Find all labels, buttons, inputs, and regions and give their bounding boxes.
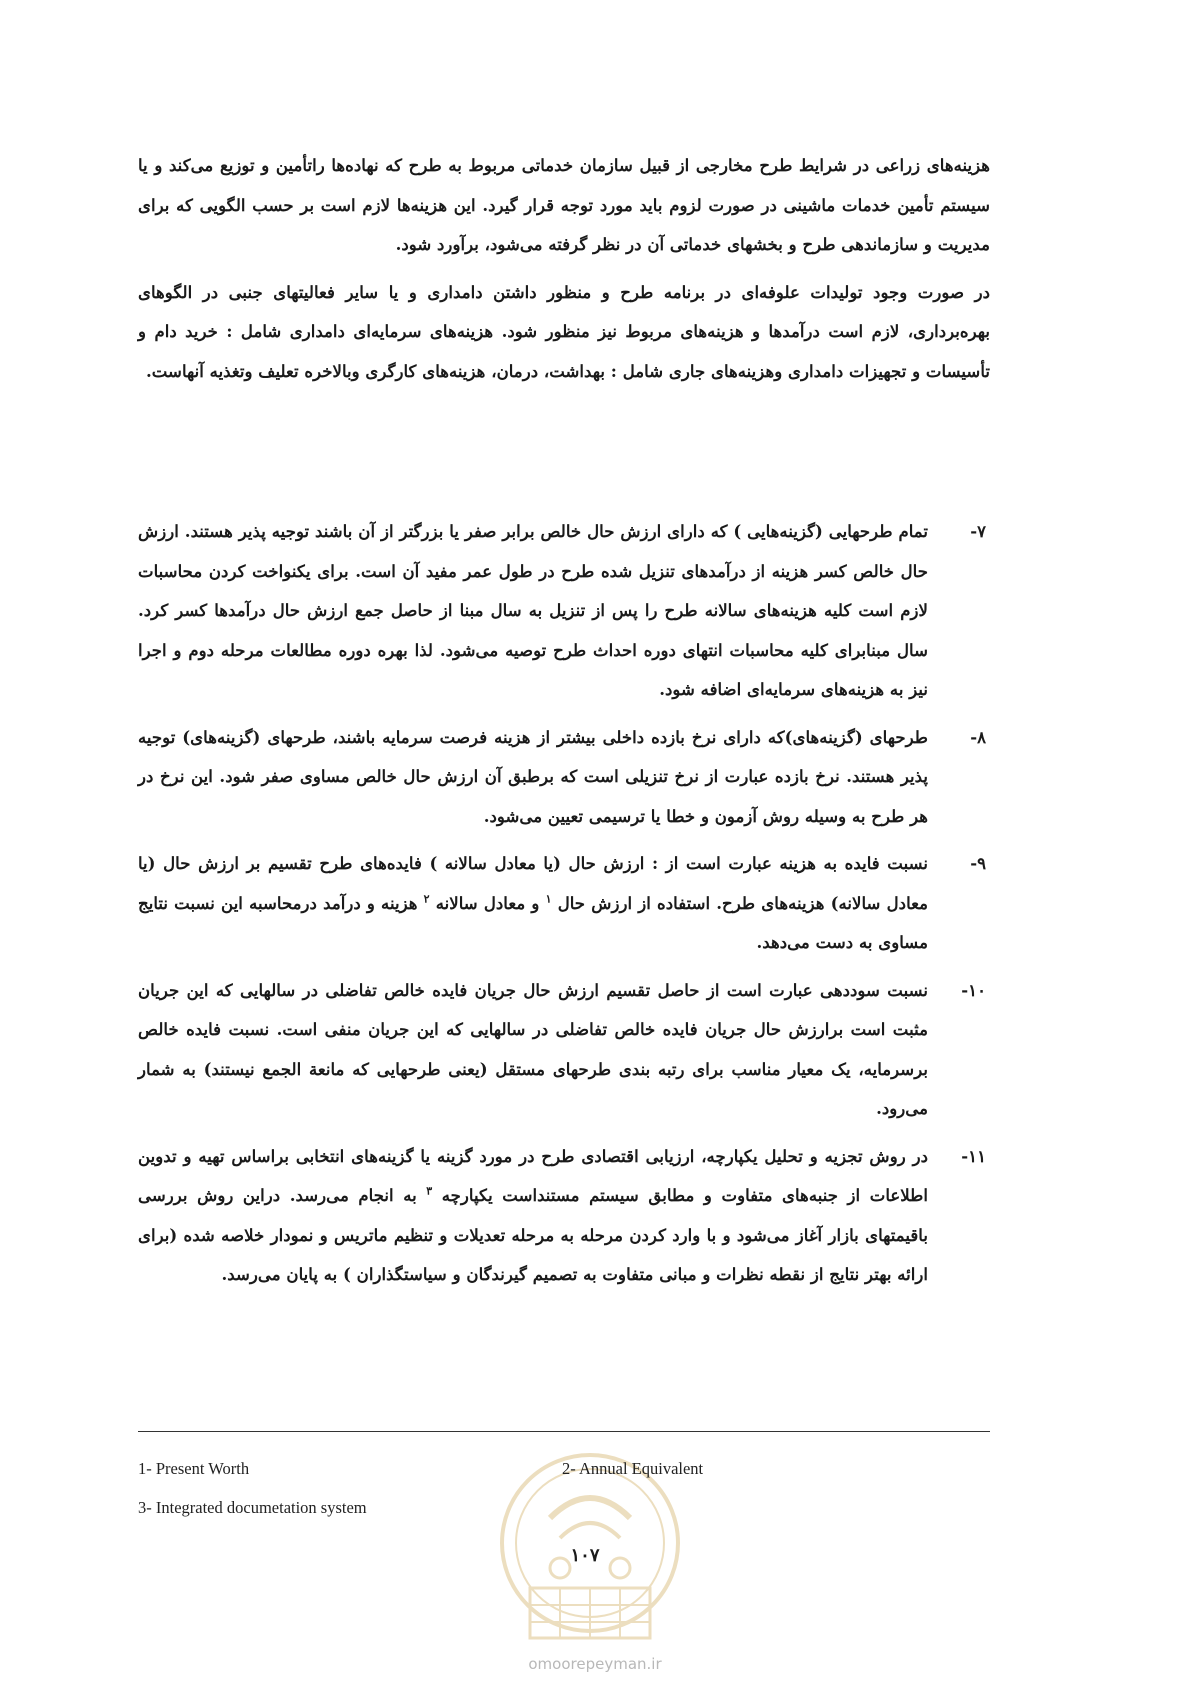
item-number: ۹- (970, 853, 986, 873)
intro-paragraph-2: در صورت وجود تولیدات علوفه‌ای در برنامه طرح و منظور داشتن دامداری و یا سایر فعالیتهای جنبی در الگوهای بهره‌برداری، لازم است درآمدها و هزینه‌های مربوط نیز منظور شود. هزینه‌های سرمایه‌ای دامداری شامل : خرید دام و تأسیسات و تجهیزات دامداری وهزینه‌های جاری شامل : بهداشت، درمان، هزینه‌های کارگری وبالاخره تعلیف وتغذیه آنهاست. (138, 281, 990, 381)
list-item-10 (138, 971, 986, 1129)
list-item-11 (138, 1137, 986, 1295)
footnote-ref-2: ۲ (423, 891, 430, 905)
watermark-url: omoorepeyman.ir (528, 1655, 662, 1673)
footnote-2: 2- Annual Equivalent (562, 1459, 704, 1478)
item-text: نسبت سوددهی عبارت است از حاصل تقسیم ارزش حال جریان فایده خالص تفاضلی در سالهایی که این جریان مثبت است برارزش حال جریان فایده خالص تفاضلی در سالهایی که این جریان منفی است. نسبت فایده خالص برسرمایه، یک معیار مناسب برای رتبه بندی طرحهای مستقل (یعنی طرحهایی که مانعة الجمع نیستند) به شمار می‌رود. (138, 979, 928, 1118)
page-number: ۱۰۷ (570, 1545, 600, 1566)
item-number: ۷- (970, 521, 986, 541)
item-text-part-a: در روش تجزیه و تحلیل یکپارچه، ارزیابی اقتصادی طرح در مورد گزینه یا گزینه‌های انتخابی براساس تهیه و تدوین اطلاعات از جنبه‌های متفاوت و مطابق سیستم مستنداست یکپارچه (138, 1145, 928, 1205)
intro-section (138, 146, 990, 391)
numbered-list (138, 512, 986, 1303)
footnote-ref-3: ۳ (426, 1184, 433, 1198)
footnote-divider (138, 1431, 990, 1432)
footnote-1: 1- Present Worth (138, 1459, 250, 1478)
item-text-part-c: هزینه و درآمد درمحاسبه این نسبت نتایج مساوی به دست می‌دهد. (138, 892, 928, 952)
item-text: طرحهای (گزینه‌های)که دارای نرخ بازده داخلی بیشتر از هزینه فرصت سرمایه باشند، طرحهای (گزینه‌های) توجیه پذیر هستند. نرخ بازده عبارت از نرخ تنزیلی است که برطبق آن ارزش حال خالص مساوی صفر شود. این نرخ در هر طرح به وسیله روش آزمون و خطا یا ترسیمی تعیین می‌شود. (138, 726, 928, 826)
item-text-part-b: به انجام می‌رسد. دراین روش بررسی باقیمتهای بازار آغاز می‌شود و با وارد کردن مرحله به مرحله تعدیلات و تنظیم ماتریس و نمودار خلاصه شده (برای ارائه بهتر نتایج از نقطه نظرات و مبانی متفاوت به تصمیم گیرندگان و سیاستگذاران ) به پایان می‌رسد. (138, 1185, 928, 1284)
item-text-part-a: نسبت فایده به هزینه عبارت است از : ارزش حال (یا معادل سالانه ) فایده‌های طرح تقسیم بر ارزش حال (یا معادل سالانه) هزینه‌های طرح. استفاده از ارزش حال (138, 853, 929, 913)
intro-paragraph-1: هزینه‌های زراعی در شرایط طرح مخارجی از قبیل سازمان خدماتی مربوط به طرح که نهاده‌ها راتأمین و توزیع می‌کند و یا سیستم تأمین خدمات ماشینی در صورت لزوم باید مورد توجه قرار گیرد. این هزینه‌ها لازم است بر حسب الگویی که برای مدیریت و سازماندهی طرح و بخشهای خدماتی آن در نظر گرفته می‌شود، برآورد شود. (138, 155, 990, 254)
item-number: ۸- (970, 726, 986, 747)
footnote-ref-1: ۱ (545, 891, 552, 905)
footnote-3: 3- Integrated documetation system (138, 1498, 367, 1517)
item-text: تمام طرحهایی (گزینه‌هایی ) که دارای ارزش حال خالص برابر صفر یا بزرگتر از آن باشند توجیه پذیر هستند. ارزش حال خالص کسر هزینه از درآمدهای تنزیل شده طرح در طول عمر مفید آن است. برای یکنواخت کردن محاسبات لازم است کلیه هزینه‌های سالانه طرح را پس از تنزیل به سال مبنا از حاصل جمع ارزش حال درآمدها کسر کرد. سال مبنابرای کلیه محاسبات انتهای دوره احداث طرح توصیه می‌شود. لذا بهره دوره مطالعات مرحله دوم و اجرا نیز به هزینه‌های سرمایه‌ای اضافه شود. (138, 521, 928, 699)
list-item-9 (138, 844, 986, 963)
item-number: ۱۱- (961, 1145, 986, 1166)
item-number: ۱۰- (961, 979, 986, 1000)
list-item-7 (138, 512, 986, 710)
item-text-part-b: و معادل سالانه (435, 892, 540, 913)
list-item-8 (138, 718, 986, 837)
